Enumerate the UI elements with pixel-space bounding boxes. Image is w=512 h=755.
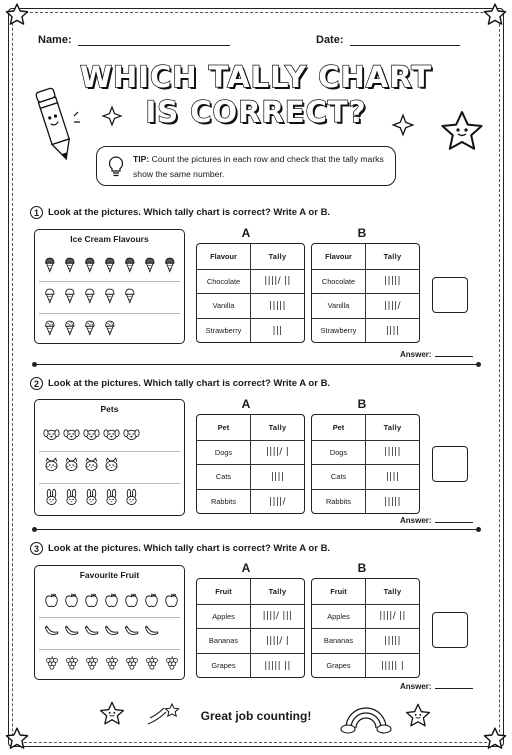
table-row: [312, 440, 419, 465]
picture-box-title: Pets: [100, 404, 119, 414]
answer-line[interactable]: [435, 517, 473, 523]
chocolate-ice-cream-cone-icon: [123, 254, 140, 274]
tally-marks: |||: [272, 325, 283, 336]
tally-marks: |||||: [384, 447, 401, 458]
grapes-icon: [123, 653, 140, 673]
picture-row: [43, 254, 180, 274]
row-divider: [39, 451, 180, 452]
picture-row: [43, 653, 180, 673]
rabbit-face-icon: [123, 487, 140, 507]
dog-face-icon: [43, 424, 60, 444]
answer-label: Answer:: [400, 516, 432, 525]
tally-row-label: Grapes: [197, 654, 251, 678]
apple-icon: [63, 590, 80, 610]
question-number: 3: [30, 542, 43, 555]
picture-box: [34, 565, 185, 680]
row-divider: [39, 313, 180, 314]
question-instruction: Look at the pictures. Which tally chart is correct? Write A or B.: [48, 207, 331, 218]
strawberry-ice-cream-cone-icon: [83, 317, 100, 337]
tally-marks: ||||/ |: [265, 447, 290, 458]
cat-face-icon: [63, 455, 80, 475]
table-row: [197, 653, 304, 678]
tally-row-label: Rabbits: [197, 490, 251, 514]
tally-header-category: Fruit: [312, 579, 366, 604]
table-row: [197, 628, 304, 653]
strawberry-ice-cream-cone-icon: [103, 317, 120, 337]
tally-marks: |||||: [384, 496, 401, 507]
chocolate-ice-cream-cone-icon: [163, 254, 180, 274]
answer-box[interactable]: [432, 446, 468, 482]
tally-marks: ||||| ||: [264, 660, 291, 671]
answer-label: Answer:: [400, 682, 432, 691]
table-row: [312, 269, 419, 294]
tally-table-b: [311, 243, 420, 343]
dog-face-icon: [103, 424, 120, 444]
table-row: [312, 489, 419, 514]
tally-marks: |||||: [269, 300, 286, 311]
tally-header-category: Pet: [197, 415, 251, 440]
smiling-star-icon: [404, 702, 432, 730]
tally-row-label: Chocolate: [312, 270, 366, 294]
star-icon: [4, 726, 30, 752]
cat-face-icon: [83, 455, 100, 475]
name-field[interactable]: [38, 34, 230, 46]
rabbit-face-icon: [43, 487, 60, 507]
option-label-a: A: [241, 226, 251, 240]
table-row: [312, 628, 419, 653]
tally-row-label: Strawberry: [312, 319, 366, 343]
question-number: 1: [30, 206, 43, 219]
tally-header-category: Fruit: [197, 579, 251, 604]
tally-row-label: Chocolate: [197, 270, 251, 294]
lightbulb-icon: [107, 155, 125, 179]
chocolate-ice-cream-cone-icon: [143, 254, 160, 274]
date-line[interactable]: [350, 36, 460, 46]
tally-header-tally: Tally: [268, 422, 287, 432]
vanilla-ice-cream-cone-icon: [123, 285, 140, 305]
picture-row: [43, 590, 180, 610]
star-icon: [4, 2, 30, 28]
sparkle-icon: [100, 104, 124, 128]
answer-box[interactable]: [432, 277, 468, 313]
divider-dot: [476, 362, 481, 367]
tally-marks: ||||/ ||: [264, 276, 291, 287]
picture-box-title: Favourite Fruit: [79, 570, 140, 580]
vanilla-ice-cream-cone-icon: [103, 285, 120, 305]
divider-dot: [476, 527, 481, 532]
tally-row-label: Apples: [197, 605, 251, 629]
table-row: [197, 318, 304, 343]
date-label: Date:: [316, 34, 344, 46]
table-row: [197, 489, 304, 514]
answer-label: Answer:: [400, 350, 432, 359]
dog-face-icon: [83, 424, 100, 444]
tally-row-label: Dogs: [197, 441, 251, 465]
apple-icon: [83, 590, 100, 610]
picture-box: [34, 399, 185, 516]
strawberry-ice-cream-cone-icon: [63, 317, 80, 337]
table-row: [197, 464, 304, 489]
grapes-icon: [163, 653, 180, 673]
tally-row-label: Dogs: [312, 441, 366, 465]
tally-row-label: Grapes: [312, 654, 366, 678]
rainbow-icon: [340, 702, 392, 734]
row-divider: [39, 483, 180, 484]
pencil-mascot-icon: [30, 82, 84, 166]
tally-marks: ||||/: [269, 496, 286, 507]
grapes-icon: [143, 653, 160, 673]
answer-line[interactable]: [435, 351, 473, 357]
footer-message: Great job counting!: [200, 709, 312, 723]
question-number: 2: [30, 377, 43, 390]
row-divider: [39, 617, 180, 618]
tally-row-label: Cats: [197, 465, 251, 489]
option-label-b: B: [357, 561, 367, 575]
table-row: [197, 440, 304, 465]
picture-row: [43, 317, 120, 337]
option-label-b: B: [357, 226, 367, 240]
answer-field[interactable]: [400, 516, 473, 525]
divider-dot: [32, 527, 37, 532]
tip-box: [96, 146, 396, 186]
chocolate-ice-cream-cone-icon: [43, 254, 60, 274]
name-label: Name:: [38, 34, 72, 46]
tally-row-label: Bananas: [312, 629, 366, 653]
row-divider: [39, 649, 180, 650]
vanilla-ice-cream-cone-icon: [43, 285, 60, 305]
apple-icon: [43, 590, 60, 610]
picture-row: [43, 285, 140, 305]
chocolate-ice-cream-cone-icon: [63, 254, 80, 274]
apple-icon: [123, 590, 140, 610]
rabbit-face-icon: [103, 487, 120, 507]
answer-line[interactable]: [435, 683, 473, 689]
tally-marks: ||||/ ||: [379, 611, 406, 622]
tally-header-tally: Tally: [268, 251, 287, 261]
question-heading: [30, 206, 330, 219]
banana-icon: [143, 621, 160, 641]
name-line[interactable]: [78, 36, 230, 46]
tally-marks: ||||: [270, 471, 285, 482]
table-row: [312, 604, 419, 629]
strawberry-ice-cream-cone-icon: [43, 317, 60, 337]
row-divider: [39, 281, 180, 282]
page-title-line2: IS CORRECT?: [145, 95, 367, 129]
tally-marks: ||||/ |: [265, 635, 290, 646]
tally-marks: |||||: [384, 635, 401, 646]
picture-box-title: Ice Cream Flavours: [70, 234, 149, 244]
apple-icon: [103, 590, 120, 610]
date-field[interactable]: [316, 34, 460, 46]
apple-icon: [143, 590, 160, 610]
tally-marks: ||||| |: [380, 660, 405, 671]
grapes-icon: [103, 653, 120, 673]
table-row: [197, 269, 304, 294]
picture-row: [43, 621, 160, 641]
chocolate-ice-cream-cone-icon: [103, 254, 120, 274]
tally-marks: ||||/ |||: [262, 611, 293, 622]
table-row: [312, 293, 419, 318]
banana-icon: [63, 621, 80, 641]
question-instruction: Look at the pictures. Which tally chart is correct? Write A or B.: [48, 378, 331, 389]
divider-dot: [32, 362, 37, 367]
vanilla-ice-cream-cone-icon: [83, 285, 100, 305]
tally-header-tally: Tally: [383, 586, 402, 596]
table-row: [197, 293, 304, 318]
picture-box: [34, 229, 185, 344]
apple-icon: [163, 590, 180, 610]
tally-header-category: Flavour: [312, 244, 366, 269]
star-icon: [482, 2, 508, 28]
rabbit-face-icon: [83, 487, 100, 507]
tally-marks: ||||: [385, 325, 400, 336]
dog-face-icon: [63, 424, 80, 444]
picture-row: [43, 487, 140, 507]
grapes-icon: [63, 653, 80, 673]
tally-row-label: Vanilla: [197, 294, 251, 318]
option-label-a: A: [241, 397, 251, 411]
answer-field[interactable]: [400, 350, 473, 359]
answer-field[interactable]: [400, 682, 473, 691]
tip-text: Count the pictures in each row and check that the tally marks show the same number.: [133, 154, 384, 179]
vanilla-ice-cream-cone-icon: [63, 285, 80, 305]
star-icon: [482, 726, 508, 752]
cat-face-icon: [43, 455, 60, 475]
tally-row-label: Rabbits: [312, 490, 366, 514]
tally-marks: |||||: [384, 276, 401, 287]
table-row: [197, 604, 304, 629]
page-title-line1: WHICH TALLY CHART: [79, 60, 432, 94]
tally-table-a: [196, 578, 305, 678]
tally-row-label: Bananas: [197, 629, 251, 653]
smiling-star-icon: [438, 108, 486, 156]
banana-icon: [103, 621, 120, 641]
chocolate-ice-cream-cone-icon: [83, 254, 100, 274]
cat-face-icon: [103, 455, 120, 475]
tally-table-b: [311, 414, 420, 514]
section-divider: [34, 364, 480, 365]
tally-marks: ||||/: [384, 300, 401, 311]
tally-row-label: Vanilla: [312, 294, 366, 318]
picture-row: [43, 424, 140, 444]
tally-table-a: [196, 414, 305, 514]
tally-header-tally: Tally: [383, 251, 402, 261]
option-label-b: B: [357, 397, 367, 411]
tally-table-b: [311, 578, 420, 678]
tally-header-category: Flavour: [197, 244, 251, 269]
grapes-icon: [43, 653, 60, 673]
rabbit-face-icon: [63, 487, 80, 507]
tally-header-tally: Tally: [268, 586, 287, 596]
table-row: [312, 318, 419, 343]
banana-icon: [43, 621, 60, 641]
option-label-a: A: [241, 561, 251, 575]
section-divider: [34, 529, 480, 530]
tally-header-category: Pet: [312, 415, 366, 440]
tally-row-label: Apples: [312, 605, 366, 629]
question-heading: [30, 542, 330, 555]
table-row: [312, 653, 419, 678]
dog-face-icon: [123, 424, 140, 444]
banana-icon: [83, 621, 100, 641]
picture-row: [43, 455, 120, 475]
tally-table-a: [196, 243, 305, 343]
table-row: [312, 464, 419, 489]
question-heading: [30, 377, 330, 390]
tally-header-tally: Tally: [383, 422, 402, 432]
answer-box[interactable]: [432, 612, 468, 648]
banana-icon: [123, 621, 140, 641]
tally-row-label: Strawberry: [197, 319, 251, 343]
tip-label: TIP:: [133, 154, 150, 164]
grapes-icon: [83, 653, 100, 673]
sparkle-icon: [390, 112, 416, 138]
tally-marks: ||||: [385, 471, 400, 482]
tally-row-label: Cats: [312, 465, 366, 489]
question-instruction: Look at the pictures. Which tally chart is correct? Write A or B.: [48, 543, 331, 554]
